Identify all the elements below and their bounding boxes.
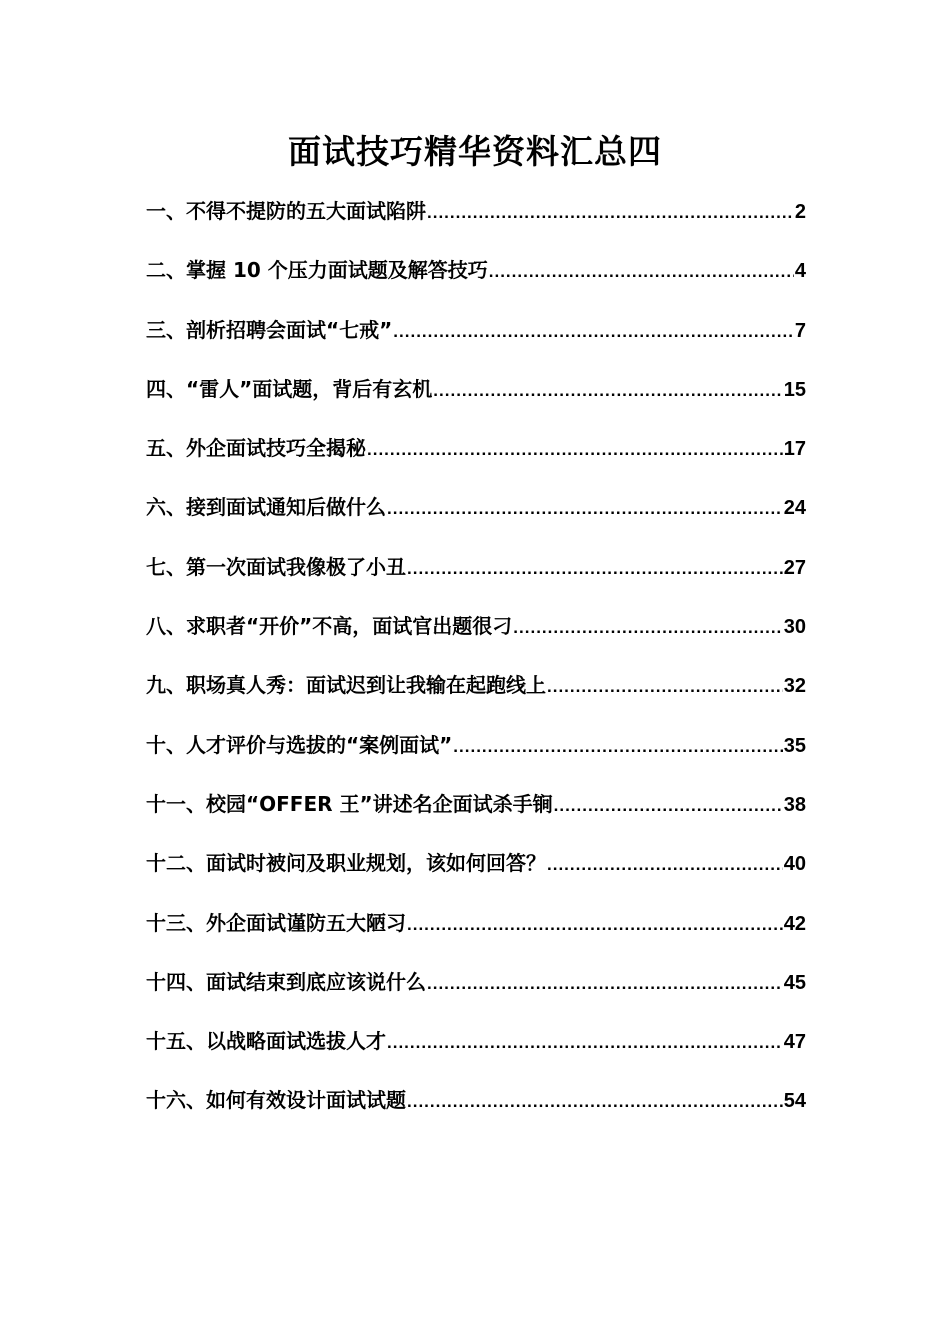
toc-dot-leader (547, 664, 783, 710)
toc-entry-text: 十五、以战略面试选拔人才 (146, 1029, 386, 1054)
toc-page-number: 40 (783, 853, 806, 876)
toc-entry-text: 十一、校园“OFFER 王”讲述名企面试杀手锏 (146, 791, 553, 816)
toc-entry-text: 五、外企面试技巧全揭秘 (146, 436, 366, 461)
toc-page-number: 24 (783, 497, 806, 520)
toc-dot-leader (407, 546, 783, 592)
toc-entry-text: 六、接到面试通知后做什么 (146, 495, 386, 520)
toc-entry-text: 一、不得不提防的五大面试陷阱 (146, 199, 426, 223)
toc-entry-4[interactable] (146, 366, 806, 425)
toc-dot-leader (407, 1079, 783, 1125)
toc-page-number: 47 (783, 1031, 806, 1054)
toc-entry-text: 十三、外企面试谨防五大陋习 (146, 910, 406, 935)
toc-page-number: 35 (783, 734, 806, 757)
toc-entry-8[interactable] (146, 603, 806, 662)
toc-page-number: 30 (783, 616, 806, 639)
toc-entry-9[interactable] (146, 662, 806, 721)
toc-entry-11[interactable] (146, 781, 806, 840)
toc-entry-15[interactable] (146, 1018, 806, 1077)
toc-entry-16[interactable] (146, 1077, 806, 1136)
toc-dot-leader (407, 902, 783, 948)
toc-dot-leader (393, 309, 794, 355)
toc-entry-text: 二、掌握 10 个压力面试题及解答技巧 (146, 258, 488, 283)
toc-entry-text: 七、第一次面试我像极了小丑 (146, 554, 406, 579)
toc-page-number: 27 (783, 556, 806, 579)
toc-dot-leader (489, 249, 794, 295)
toc-entry-1[interactable] (146, 188, 806, 247)
toc-dot-leader (453, 724, 782, 770)
toc-dot-leader (367, 427, 783, 473)
toc-entry-14[interactable] (146, 959, 806, 1018)
toc-entry-text: 十、人才评价与选拔的“案例面试” (146, 732, 453, 757)
toc-page-number: 42 (783, 912, 806, 935)
toc-entry-text: 十四、面试结束到底应该说什么 (146, 969, 426, 994)
toc-dot-leader (547, 842, 783, 888)
toc-entry-text: 九、职场真人秀：面试迟到让我输在起跑线上 (146, 673, 546, 698)
toc-entry-text: 三、剖析招聘会面试“七戒” (146, 317, 393, 342)
toc-entry-text: 四、“雷人”面试题，背后有玄机 (146, 376, 433, 401)
toc-entry-2[interactable] (146, 247, 806, 306)
toc-entry-3[interactable] (146, 307, 806, 366)
toc-page-number: 54 (783, 1090, 806, 1113)
toc-page-number: 4 (794, 260, 806, 283)
toc-page-number: 32 (783, 675, 806, 698)
page-title: 面试技巧精华资料汇总四 (288, 132, 662, 171)
toc-entry-text: 十六、如何有效设计面试试题 (146, 1088, 406, 1113)
toc-dot-leader (387, 1020, 783, 1066)
toc-entry-12[interactable] (146, 840, 806, 899)
toc-entry-6[interactable] (146, 484, 806, 543)
toc-dot-leader (427, 961, 783, 1007)
toc-entry-text: 八、求职者“开价”不高，面试官出题很刁 (146, 614, 513, 639)
toc-page-number: 2 (794, 201, 806, 223)
table-of-contents (146, 188, 806, 1137)
toc-dot-leader (433, 368, 782, 414)
toc-dot-leader (513, 605, 782, 651)
toc-page-number: 15 (783, 378, 806, 401)
toc-dot-leader (427, 190, 794, 236)
toc-entry-7[interactable] (146, 544, 806, 603)
toc-page-number: 45 (783, 971, 806, 994)
toc-entry-text: 十二、面试时被问及职业规划，该如何回答？ (146, 851, 546, 876)
toc-dot-leader (554, 783, 783, 829)
toc-entry-10[interactable] (146, 722, 806, 781)
toc-entry-13[interactable] (146, 900, 806, 959)
toc-dot-leader (387, 486, 783, 532)
toc-entry-5[interactable] (146, 425, 806, 484)
toc-page-number: 7 (794, 319, 806, 342)
toc-page-number: 17 (783, 438, 806, 461)
toc-page-number: 38 (783, 793, 806, 816)
